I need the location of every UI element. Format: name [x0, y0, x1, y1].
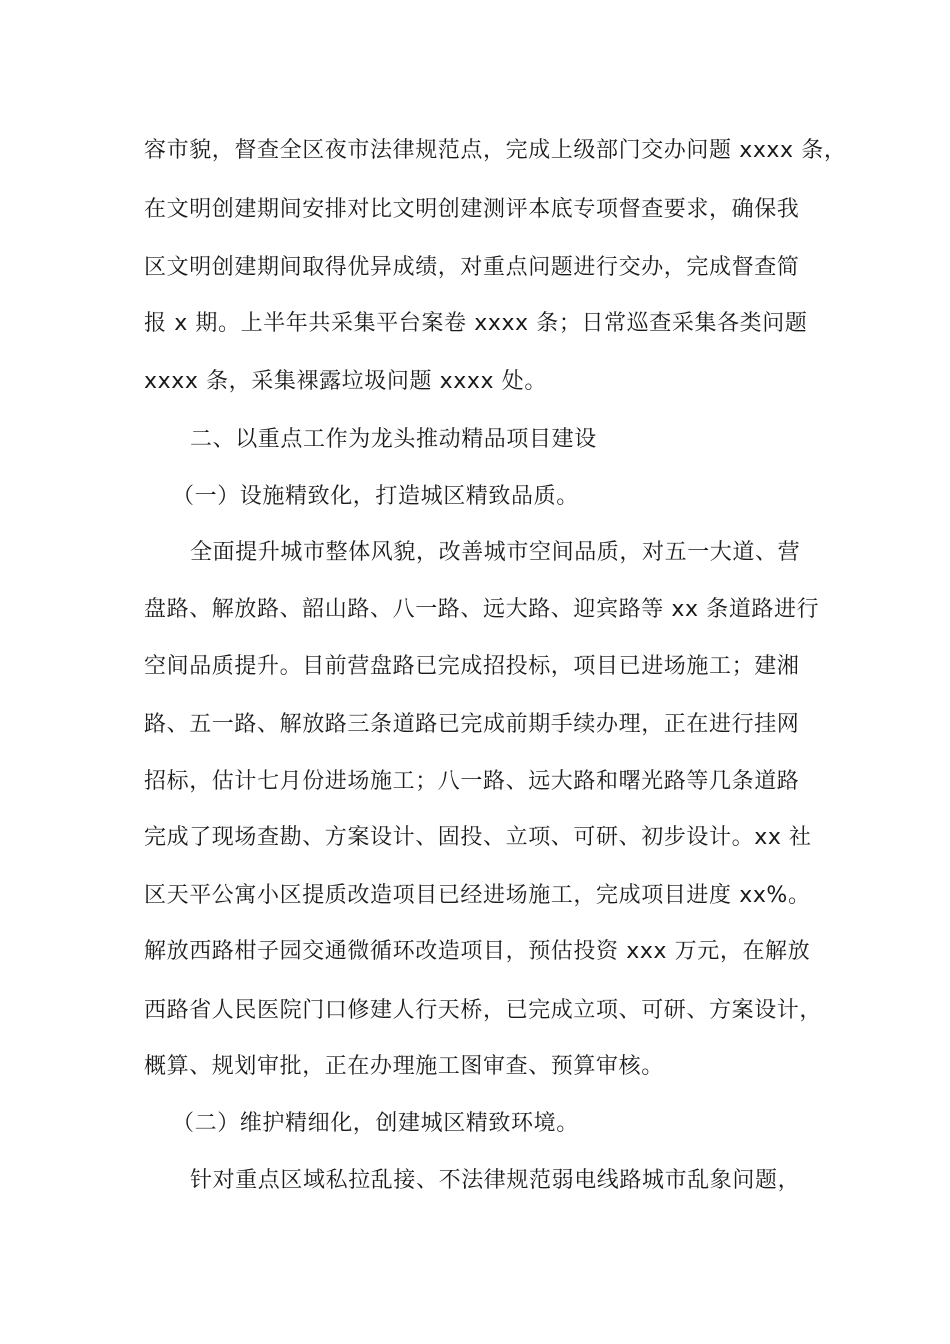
paragraph-line: 招标，估计七月份进场施工；八一路、远大路和曙光路等几条道路	[144, 769, 800, 794]
paragraph-line: 在文明创建期间安排对比文明创建测评本底专项督查要求，确保我	[144, 197, 800, 222]
paragraph-line: xxxx 条，采集裸露垃圾问题 xxxx 处。	[144, 369, 547, 394]
paragraph-line: 报 x 期。上半年共采集平台案卷 xxxx 条；日常巡查采集各类问题	[144, 311, 808, 336]
paragraph-line: 解放西路柑子园交通微循环改造项目，预估投资 xxx 万元，在解放	[144, 939, 811, 964]
paragraph-line: 盘路、解放路、韶山路、八一路、远大路、迎宾路等 xx 条道路进行	[144, 597, 820, 622]
paragraph-line: 路、五一路、解放路三条道路已完成前期手续办理，正在进行挂网	[144, 712, 800, 737]
subsection-heading: （一）设施精致化，打造城区精致品质。	[172, 484, 579, 509]
subsection-heading: （二）维护精细化，创建城区精致环境。	[172, 1111, 579, 1136]
paragraph-line: 容市貌，督查全区夜市法律规范点，完成上级部门交办问题 xxxx 条，	[144, 138, 847, 163]
paragraph-line: 区文明创建期间取得优异成绩，对重点问题进行交办，完成督查简	[144, 255, 800, 280]
paragraph-line: 全面提升城市整体风貌，改善城市空间品质，对五一大道、营	[190, 540, 801, 565]
paragraph-line: 区天平公寓小区提质改造项目已经进场施工，完成项目进度 xx%。	[144, 883, 811, 908]
section-heading: 二、以重点工作为龙头推动精品项目建设	[190, 427, 597, 452]
paragraph-line: 针对重点区域私拉乱接、不法律规范弱电线路城市乱象问题，	[190, 1168, 801, 1193]
paragraph-line: 西路省人民医院门口修建人行天桥，已完成立项、可研、方案设计，	[144, 998, 823, 1023]
paragraph-line: 完成了现场查勘、方案设计、固投、立项、可研、初步设计。xx 社	[144, 825, 812, 850]
paragraph-line: 空间品质提升。目前营盘路已完成招投标，项目已进场施工；建湘	[144, 654, 800, 679]
paragraph-line: 概算、规划审批，正在办理施工图审查、预算审核。	[144, 1054, 664, 1079]
